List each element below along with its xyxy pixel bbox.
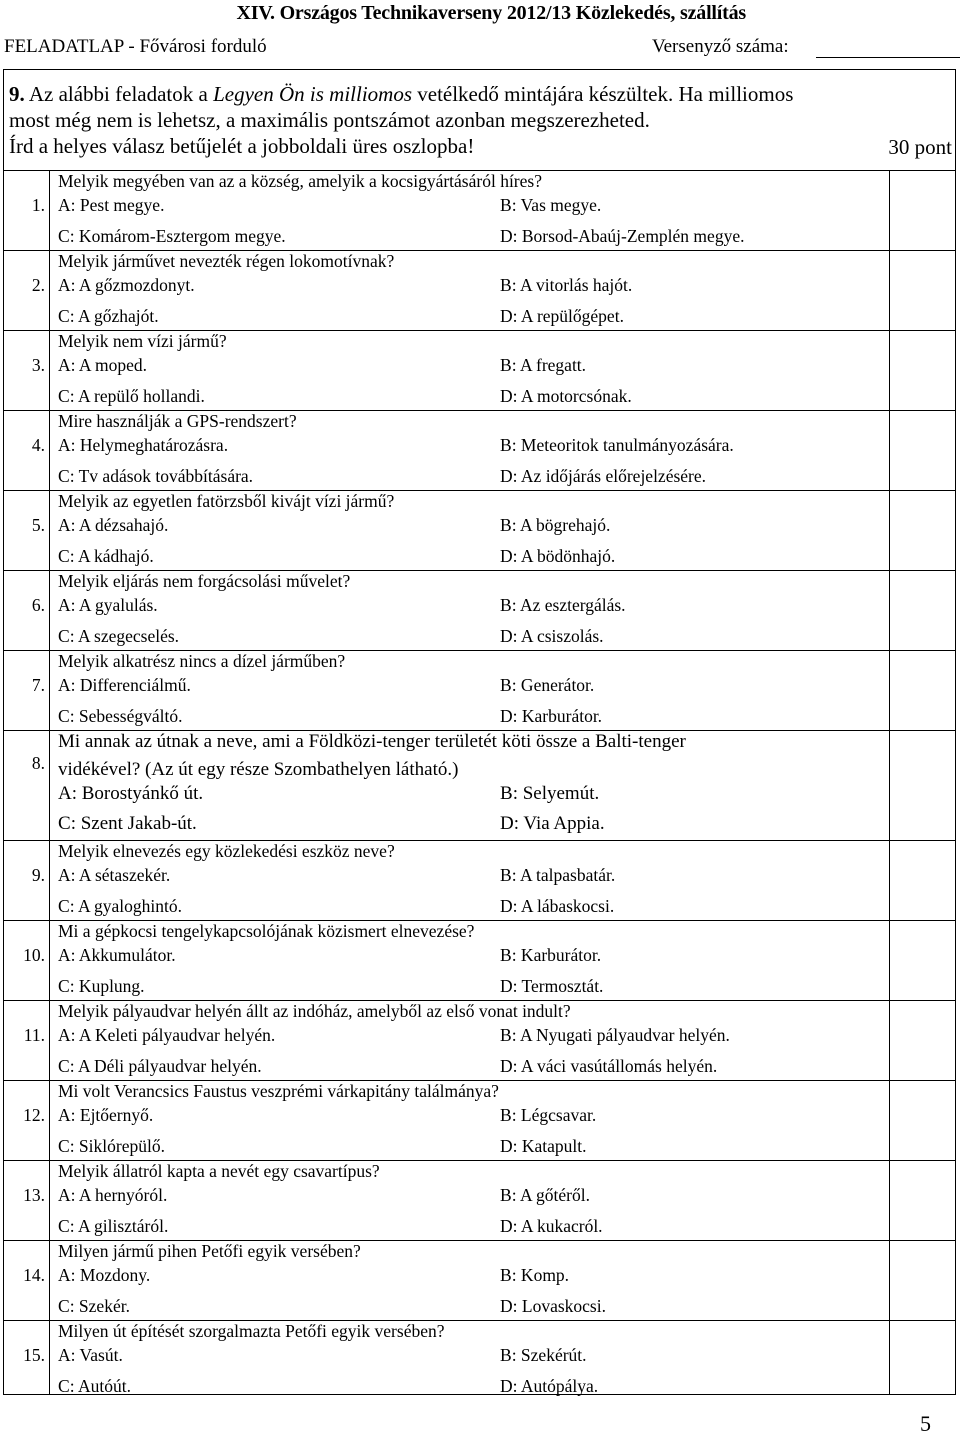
answer-option-c xyxy=(58,546,154,567)
option-text: : A Déli pályaudvar helyén. xyxy=(69,1056,262,1076)
answer-option-a xyxy=(58,1185,167,1206)
option-text: : Komárom-Esztergom megye. xyxy=(69,226,286,246)
answer-option-a xyxy=(58,1105,153,1126)
answer-option-b xyxy=(500,275,632,296)
option-text: : Autópálya. xyxy=(512,1376,599,1396)
question-number: 15. xyxy=(23,1345,45,1365)
option-text: : Termosztát. xyxy=(512,976,604,996)
answer-option-a xyxy=(58,1345,123,1366)
answer-option-d xyxy=(500,706,602,727)
option-text: : A repülő hollandi. xyxy=(69,386,205,406)
option-letter: B xyxy=(500,435,512,455)
answer-option-b xyxy=(500,945,601,966)
option-text: : Pest megye. xyxy=(70,195,165,215)
option-letter: D xyxy=(500,226,513,246)
question-number: 12. xyxy=(23,1105,45,1125)
question-row xyxy=(3,731,956,841)
option-letter: C xyxy=(58,1216,70,1236)
question-row xyxy=(3,1161,956,1241)
option-text: : Helymeghatározásra. xyxy=(70,435,229,455)
option-letter: D xyxy=(500,1136,513,1156)
option-letter: C xyxy=(58,1136,70,1156)
answer-option-a xyxy=(58,1265,150,1286)
option-text: : Vasút. xyxy=(70,1345,123,1365)
question-number: 8. xyxy=(31,753,45,773)
answer-option-b xyxy=(500,783,599,805)
answer-option-c xyxy=(58,1376,131,1397)
option-letter: D xyxy=(500,626,513,646)
answer-cell[interactable] xyxy=(890,1241,954,1320)
answer-option-c xyxy=(58,386,205,407)
option-letter: D xyxy=(500,1296,513,1316)
option-text: : Tv adások továbbítására. xyxy=(69,466,254,486)
option-letter: D xyxy=(500,1216,513,1236)
option-letter: C xyxy=(58,976,70,996)
answer-option-d xyxy=(500,813,605,835)
option-text: : Vas megye. xyxy=(511,195,602,215)
page-number: 5 xyxy=(920,1411,931,1436)
sheet-header xyxy=(4,36,956,62)
answer-option-c xyxy=(58,626,179,647)
option-text: : Via Appia. xyxy=(513,813,605,834)
answer-option-b xyxy=(500,195,601,216)
option-letter: B xyxy=(500,595,512,615)
question-text: Melyik nem vízi jármű? xyxy=(58,331,227,351)
option-text: : A motorcsónak. xyxy=(512,386,632,406)
option-text: : Kuplung. xyxy=(69,976,145,996)
option-text: : Komp. xyxy=(511,1265,570,1285)
option-text: : A gőtéről. xyxy=(511,1185,590,1205)
option-letter: A xyxy=(58,1345,71,1365)
option-text: : A szegecselés. xyxy=(69,626,180,646)
answer-option-d xyxy=(500,546,615,567)
answer-option-b xyxy=(500,1185,590,1206)
answer-option-d xyxy=(500,1216,603,1237)
option-letter: C xyxy=(58,386,70,406)
option-text: : A sétaszekér. xyxy=(70,865,171,885)
option-letter: B xyxy=(500,1185,512,1205)
answer-option-d xyxy=(500,386,632,407)
option-letter: D xyxy=(500,813,514,834)
option-text: : A fregatt. xyxy=(511,355,587,375)
option-letter: D xyxy=(500,386,513,406)
answer-option-d xyxy=(500,626,604,647)
option-text: : A kádhajó. xyxy=(69,546,154,566)
option-text: : Autóút. xyxy=(69,1376,131,1396)
option-text: : A bögrehajó. xyxy=(511,515,611,535)
option-text: : Szent Jakab-út. xyxy=(70,813,197,834)
answer-cell[interactable] xyxy=(890,1001,954,1080)
answer-cell[interactable] xyxy=(890,1321,954,1394)
answer-option-a xyxy=(58,675,191,696)
option-letter: B xyxy=(500,865,512,885)
answer-option-b xyxy=(500,1105,596,1126)
option-text: : Légcsavar. xyxy=(511,1105,597,1125)
option-letter: C xyxy=(58,226,70,246)
option-text: : A váci vasútállomás helyén. xyxy=(512,1056,718,1076)
answer-option-a xyxy=(58,865,170,886)
option-text: : Szekérút. xyxy=(511,1345,587,1365)
option-letter: B xyxy=(500,675,512,695)
option-letter: A xyxy=(58,865,71,885)
question-row xyxy=(3,411,956,491)
option-text: : A gyalulás. xyxy=(70,595,158,615)
question-number: 2. xyxy=(31,275,45,295)
answer-option-a xyxy=(58,945,176,966)
option-text: : A kukacról. xyxy=(512,1216,603,1236)
competition-title: XIV. Országos Technikaverseny 2012/13 Közlekedés, szállítás xyxy=(236,2,746,24)
option-text: : A gyaloghintó. xyxy=(69,896,182,916)
option-letter: C xyxy=(58,466,70,486)
answer-option-d xyxy=(500,306,624,327)
option-text: : Karburátor. xyxy=(512,706,603,726)
option-text: : A gőzhajót. xyxy=(69,306,159,326)
question-text: Melyik megyében van az a község, amelyik a kocsigyártásáról híres? xyxy=(58,171,542,191)
option-text: : A Keleti pályaudvar helyén. xyxy=(70,1025,276,1045)
option-text: : Szekér. xyxy=(69,1296,130,1316)
answer-option-d xyxy=(500,976,603,997)
question-row xyxy=(3,331,956,411)
option-text: : Katapult. xyxy=(512,1136,587,1156)
option-letter: C xyxy=(58,1296,70,1316)
option-letter: B xyxy=(500,783,513,804)
answer-option-c xyxy=(58,1216,168,1237)
question-text: Milyen jármű pihen Petőfi egyik versében? xyxy=(58,1241,361,1261)
option-text: : Siklórepülő. xyxy=(69,1136,165,1156)
question-text: Mi volt Verancsics Faustus veszprémi várkapitány találmánya? xyxy=(58,1081,499,1101)
question-text: Melyik eljárás nem forgácsolási művelet? xyxy=(58,571,351,591)
answer-option-c xyxy=(58,226,286,247)
question-number: 14. xyxy=(23,1265,45,1285)
question-row xyxy=(3,1321,956,1395)
question-row xyxy=(3,841,956,921)
answer-option-d xyxy=(500,226,744,247)
option-text: : A lábaskocsi. xyxy=(512,896,615,916)
question-text: Melyik elnevezés egy közlekedési eszköz neve? xyxy=(58,841,395,861)
answer-option-c xyxy=(58,1136,165,1157)
question-row xyxy=(3,491,956,571)
option-letter: A xyxy=(58,595,71,615)
answer-option-a xyxy=(58,435,228,456)
option-letter: D xyxy=(500,466,513,486)
answer-cell[interactable] xyxy=(890,171,954,250)
answer-cell[interactable] xyxy=(890,331,954,410)
answer-option-a xyxy=(58,355,147,376)
option-text: : A gőzmozdonyt. xyxy=(70,275,195,295)
answer-option-a xyxy=(58,275,195,296)
option-letter: C xyxy=(58,1376,70,1396)
option-text: : Selyemút. xyxy=(512,783,600,804)
option-letter: A xyxy=(58,1025,71,1045)
answer-cell[interactable] xyxy=(890,731,954,840)
question-number: 3. xyxy=(31,355,45,375)
answer-option-c xyxy=(58,1056,262,1077)
question-text: Melyik pályaudvar helyén állt az indóház, amelyből az első vonat indult? xyxy=(58,1001,571,1021)
answer-option-b xyxy=(500,595,626,616)
answer-option-b xyxy=(500,675,594,696)
option-letter: B xyxy=(500,1265,512,1285)
option-letter: B xyxy=(500,275,512,295)
option-letter: A xyxy=(58,435,71,455)
option-letter: A xyxy=(58,945,71,965)
answer-option-b xyxy=(500,515,610,536)
option-text: : Meteoritok tanulmányozására. xyxy=(511,435,734,455)
answer-option-a xyxy=(58,1025,275,1046)
option-letter: D xyxy=(500,1056,513,1076)
option-text: : Borostyánkő út. xyxy=(71,783,204,804)
option-letter: B xyxy=(500,1345,512,1365)
intro-line-1: 9. Az alábbi feladatok a Legyen Ön is milliomos vetélkedő mintájára készültek. Ha milliomos xyxy=(9,82,794,106)
option-letter: A xyxy=(58,675,71,695)
option-letter: B xyxy=(500,515,512,535)
answer-option-c xyxy=(58,813,197,835)
option-text: : A vitorlás hajót. xyxy=(511,275,633,295)
option-letter: C xyxy=(58,706,70,726)
question-number: 1. xyxy=(31,195,45,215)
option-letter: C xyxy=(58,626,70,646)
question-text: Mi annak az útnak a neve, ami a Földközi-tenger területét köti össze a Balti-tenger xyxy=(58,731,686,752)
answer-option-b xyxy=(500,1265,569,1286)
question-row xyxy=(3,651,956,731)
option-text: : Borsod-Abaúj-Zemplén megye. xyxy=(512,226,745,246)
option-letter: D xyxy=(500,706,513,726)
question-text: Melyik állatról kapta a nevét egy csavartípus? xyxy=(58,1161,380,1181)
question-text: Mi a gépkocsi tengelykapcsolójának közismert elnevezése? xyxy=(58,921,475,941)
answer-option-c xyxy=(58,1296,130,1317)
question-row xyxy=(3,921,956,1001)
question-number: 13. xyxy=(23,1185,45,1205)
option-letter: B xyxy=(500,945,512,965)
answer-cell[interactable] xyxy=(890,921,954,1000)
answer-option-d xyxy=(500,466,706,487)
option-letter: A xyxy=(58,195,71,215)
option-letter: B xyxy=(500,195,512,215)
option-text: : Az esztergálás. xyxy=(511,595,626,615)
answer-option-d xyxy=(500,1296,606,1317)
option-letter: A xyxy=(58,1185,71,1205)
answer-option-c xyxy=(58,896,182,917)
option-text: : A dézsahajó. xyxy=(70,515,169,535)
question-number: 7. xyxy=(31,675,45,695)
answer-option-b xyxy=(500,435,734,456)
option-letter: D xyxy=(500,306,513,326)
answer-option-c xyxy=(58,306,159,327)
question-number: 10. xyxy=(23,945,45,965)
option-text: : Generátor. xyxy=(511,675,595,695)
answer-option-b xyxy=(500,865,615,886)
answer-cell[interactable] xyxy=(890,841,954,920)
answer-cell[interactable] xyxy=(890,651,954,730)
answer-option-d xyxy=(500,1136,587,1157)
option-letter: C xyxy=(58,546,70,566)
question-row xyxy=(3,171,956,251)
option-letter: C xyxy=(58,306,70,326)
option-text: : Az időjárás előrejelzésére. xyxy=(512,466,707,486)
question-text: Milyen út építését szorgalmazta Petőfi egyik versében? xyxy=(58,1321,445,1341)
option-text: : Karburátor. xyxy=(511,945,602,965)
question-row xyxy=(3,1081,956,1161)
option-text: : A csiszolás. xyxy=(512,626,604,646)
answer-option-c xyxy=(58,706,182,727)
option-text: : A Nyugati pályaudvar helyén. xyxy=(511,1025,730,1045)
option-letter: C xyxy=(58,813,71,834)
intro-line-3: Írd a helyes válasz betűjelét a jobboldali üres oszlopba! xyxy=(9,134,475,158)
question-number: 9. xyxy=(31,865,45,885)
option-text: : Differenciálmű. xyxy=(70,675,191,695)
option-letter: B xyxy=(500,1105,512,1125)
option-letter: C xyxy=(58,1056,70,1076)
task-points: 30 pont xyxy=(888,135,952,159)
question-number: 11. xyxy=(23,1025,45,1045)
option-letter: B xyxy=(500,355,512,375)
option-text: : A gilisztáról. xyxy=(69,1216,169,1236)
question-row xyxy=(3,571,956,651)
option-text: : A talpasbatár. xyxy=(511,865,616,885)
answer-option-a xyxy=(58,783,203,805)
answer-option-a xyxy=(58,515,168,536)
answer-option-c xyxy=(58,466,253,487)
option-text: : A repülőgépet. xyxy=(512,306,624,326)
answer-option-b xyxy=(500,1025,730,1046)
answer-option-b xyxy=(500,1345,587,1366)
option-text: : Lovaskocsi. xyxy=(512,1296,606,1316)
option-letter: A xyxy=(58,515,71,535)
option-text: : Akkumulátor. xyxy=(70,945,176,965)
answer-cell[interactable] xyxy=(890,1161,954,1240)
option-letter: A xyxy=(58,275,71,295)
option-letter: D xyxy=(500,896,513,916)
option-text: : Sebességváltó. xyxy=(69,706,183,726)
answer-option-c xyxy=(58,976,145,997)
option-text: : Ejtőernyő. xyxy=(70,1105,154,1125)
competitor-number-label: Versenyző száma: xyxy=(652,36,789,57)
answer-cell[interactable] xyxy=(890,411,954,490)
answer-option-d xyxy=(500,1376,598,1397)
answer-cell[interactable] xyxy=(890,571,954,650)
question-row xyxy=(3,251,956,331)
question-number: 5. xyxy=(31,515,45,535)
intro-line-2: most még nem is lehetsz, a maximális pontszámot azonban megszerezheted. xyxy=(9,108,650,132)
option-letter: A xyxy=(58,1265,71,1285)
answer-option-a xyxy=(58,195,164,216)
option-letter: A xyxy=(58,1105,71,1125)
question-text: Melyik járművet nevezték régen lokomotívnak? xyxy=(58,251,395,271)
answer-cell[interactable] xyxy=(890,251,954,330)
option-text: : A hernyóról. xyxy=(70,1185,168,1205)
option-text: : A moped. xyxy=(70,355,147,375)
option-letter: B xyxy=(500,1025,512,1045)
option-letter: A xyxy=(58,783,72,804)
answer-option-d xyxy=(500,896,614,917)
option-letter: D xyxy=(500,976,513,996)
question-text-line-2: vidékével? (Az út egy része Szombathelyen látható.) xyxy=(58,759,459,780)
option-text: : Mozdony. xyxy=(70,1265,151,1285)
option-letter: A xyxy=(58,355,71,375)
task-intro xyxy=(3,69,956,171)
option-letter: D xyxy=(500,1376,513,1396)
competitor-number-blank xyxy=(816,57,960,58)
answer-cell[interactable] xyxy=(890,1081,954,1160)
question-row xyxy=(3,1001,956,1081)
question-text: Melyik az egyetlen fatörzsből kivájt vízi jármű? xyxy=(58,491,395,511)
question-row xyxy=(3,1241,956,1321)
answer-option-d xyxy=(500,1056,717,1077)
question-text: Mire használják a GPS-rendszert? xyxy=(58,411,297,431)
option-letter: C xyxy=(58,896,70,916)
question-number: 4. xyxy=(31,435,45,455)
answer-option-a xyxy=(58,595,158,616)
sheet-label: FELADATLAP - Fővárosi forduló xyxy=(4,36,267,57)
option-text: : A bödönhajó. xyxy=(512,546,616,566)
question-text: Melyik alkatrész nincs a dízel járműben? xyxy=(58,651,346,671)
question-number: 6. xyxy=(31,595,45,615)
option-letter: D xyxy=(500,546,513,566)
answer-cell[interactable] xyxy=(890,491,954,570)
answer-option-b xyxy=(500,355,586,376)
